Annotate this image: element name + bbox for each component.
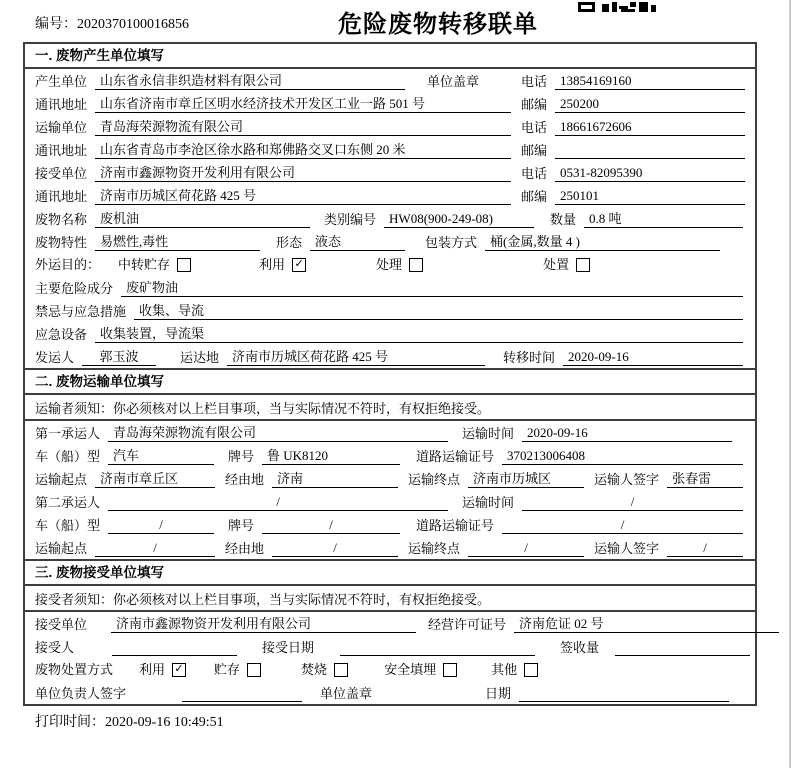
receiver-address-value: 济南市历城区荷花路 425 号 bbox=[95, 188, 511, 205]
phone-label: 电话 bbox=[520, 166, 547, 181]
hazard-value: 废矿物油 bbox=[121, 280, 743, 297]
receiver-notice-row bbox=[25, 586, 755, 612]
receiver-value: 济南市鑫源物资开发利用有限公司 bbox=[95, 165, 511, 182]
purpose-option-treat bbox=[376, 257, 423, 273]
receiver-label: 接受单位 bbox=[35, 166, 88, 181]
disposal-option-utilize bbox=[139, 662, 186, 678]
packing-label: 包装方式 bbox=[425, 235, 478, 250]
transporter-notice-row bbox=[25, 395, 755, 421]
date-value bbox=[519, 685, 729, 702]
document-header bbox=[0, 0, 796, 42]
purpose-option-dispose bbox=[543, 257, 590, 273]
acceptor-label: 接受人 bbox=[35, 640, 75, 655]
page-title: 危险废物转移联单 bbox=[338, 11, 538, 38]
section1-header: 一. 废物产生单位填写 bbox=[25, 44, 755, 69]
plate-label: 牌号 bbox=[228, 449, 255, 464]
checkbox-disposal-other[interactable] bbox=[524, 663, 538, 677]
license-value: 济南危证 02 号 bbox=[514, 616, 779, 633]
responsible-sign-row bbox=[25, 681, 755, 704]
terminal2-value: / bbox=[468, 540, 584, 557]
producer-address-value: 山东省济南市章丘区明水经济技术开发区工业一路 501 号 bbox=[95, 96, 511, 113]
serial-label: 编号： bbox=[35, 17, 77, 32]
print-time-label: 打印时间： bbox=[35, 715, 105, 730]
checkbox-utilize[interactable] bbox=[292, 258, 306, 272]
via-label: 经由地 bbox=[225, 472, 265, 487]
acceptor-value bbox=[112, 639, 237, 656]
checkbox-label: 处理 bbox=[376, 256, 403, 272]
checkmark: ✓ bbox=[174, 663, 184, 675]
plate2-value: / bbox=[262, 517, 400, 534]
hazard-label: 主要危险成分 bbox=[35, 281, 114, 296]
unit-seal-label: 单位盖章 bbox=[320, 686, 373, 701]
accept-unit-label: 接受单位 bbox=[35, 617, 88, 632]
accept-unit-row bbox=[25, 612, 755, 635]
checkbox-dispose[interactable] bbox=[576, 258, 590, 272]
form-value: 液态 bbox=[310, 234, 405, 251]
checkbox-label: 利用 bbox=[259, 256, 286, 272]
receiver-phone-value: 0531-82095390 bbox=[555, 165, 745, 182]
serial-value: 2020370100016856 bbox=[77, 17, 189, 32]
purpose-label: 外运目的： bbox=[35, 256, 101, 272]
license-label: 经营许可证号 bbox=[428, 617, 507, 632]
checkbox-disposal-store[interactable] bbox=[247, 663, 261, 677]
quantity-value: 0.8 吨 bbox=[584, 211, 743, 228]
checkbox-label: 焚烧 bbox=[301, 661, 328, 677]
transporter-row bbox=[25, 115, 755, 138]
origin2-value: / bbox=[95, 540, 215, 557]
destination-label: 运达地 bbox=[180, 350, 220, 365]
vehicle-type-label: 车（船）型 bbox=[35, 518, 101, 533]
accept-unit-value: 济南市鑫源物资开发利用有限公司 bbox=[111, 616, 416, 633]
terminal1-value: 济南市历城区 bbox=[468, 471, 584, 488]
disposal-option-other bbox=[491, 662, 538, 678]
checkbox-label: 安全填埋 bbox=[384, 661, 437, 677]
road-permit-label: 道路运输证号 bbox=[416, 449, 495, 464]
page-edge-line bbox=[789, 0, 791, 768]
consignor-row bbox=[25, 345, 755, 368]
character-label: 废物特性 bbox=[35, 235, 88, 250]
checkbox-label: 利用 bbox=[139, 661, 166, 677]
print-time-value: 2020-09-16 10:49:51 bbox=[105, 715, 224, 730]
waste-name-label: 废物名称 bbox=[35, 212, 88, 227]
disposal-option-incinerate bbox=[301, 662, 348, 678]
waste-character-row bbox=[25, 230, 755, 253]
transporter-phone-value: 18661672606 bbox=[555, 119, 745, 136]
road-permit-label: 道路运输证号 bbox=[416, 518, 495, 533]
character-value: 易燃性,毒性 bbox=[95, 234, 260, 251]
via-label: 经由地 bbox=[225, 541, 265, 556]
plate-label: 牌号 bbox=[228, 518, 255, 533]
vehicle-type1-value: 汽车 bbox=[108, 448, 214, 465]
checkbox-transfer-storage[interactable] bbox=[177, 258, 191, 272]
carrier1-value: 青岛海荣源物流有限公司 bbox=[108, 425, 448, 442]
road-permit1-value: 370213006408 bbox=[502, 448, 743, 465]
vehicle1-row bbox=[25, 444, 755, 467]
receiver-address-row bbox=[25, 184, 755, 207]
vehicle2-row bbox=[25, 513, 755, 536]
carrier2-value: / bbox=[108, 494, 448, 511]
carrier2-row bbox=[25, 490, 755, 513]
producer-address-row bbox=[25, 92, 755, 115]
zip-label: 邮编 bbox=[520, 143, 547, 158]
accept-date-label: 接受日期 bbox=[262, 640, 315, 655]
equipment-label: 应急设备 bbox=[35, 327, 88, 342]
carrier2-label: 第二承运人 bbox=[35, 495, 101, 510]
hazard-row bbox=[25, 276, 755, 299]
transfer-date-label: 转移时间 bbox=[503, 350, 556, 365]
measures-row bbox=[25, 299, 755, 322]
carrier-sign-label: 运输人签字 bbox=[594, 541, 660, 556]
vehicle-type-label: 车（船）型 bbox=[35, 449, 101, 464]
checkbox-label: 贮存 bbox=[214, 661, 241, 677]
transporter-address-row bbox=[25, 138, 755, 161]
section2-header: 二. 废物运输单位填写 bbox=[25, 368, 755, 395]
print-time bbox=[35, 711, 796, 731]
via1-value: 济南 bbox=[272, 471, 398, 488]
unit-seal-label: 单位盖章 bbox=[427, 74, 480, 89]
origin-label: 运输起点 bbox=[35, 541, 88, 556]
transport-time-label: 运输时间 bbox=[462, 495, 515, 510]
zip-label: 邮编 bbox=[520, 189, 547, 204]
phone-label: 电话 bbox=[520, 120, 547, 135]
transport-time-label: 运输时间 bbox=[462, 426, 515, 441]
checkbox-disposal-utilize[interactable] bbox=[172, 663, 186, 677]
producer-zip-value: 250200 bbox=[555, 96, 745, 113]
manifest-form bbox=[23, 42, 757, 706]
route2-row bbox=[25, 536, 755, 559]
disposal-row bbox=[25, 658, 755, 681]
transporter-zip-value bbox=[555, 142, 745, 159]
route1-row bbox=[25, 467, 755, 490]
received-amount-label: 签收量 bbox=[560, 640, 600, 655]
equipment-row bbox=[25, 322, 755, 345]
via2-value: / bbox=[272, 540, 398, 557]
checkbox-label: 中转贮存 bbox=[118, 256, 171, 272]
receiver-row bbox=[25, 161, 755, 184]
responsible-sign-value bbox=[182, 685, 302, 702]
qr-code-fragment-icon bbox=[578, 0, 660, 11]
purpose-option-utilize bbox=[259, 257, 306, 273]
carrier-sign1-value: 张春雷 bbox=[667, 471, 743, 488]
disposal-label: 废物处置方式 bbox=[35, 661, 114, 677]
receiver-zip-value: 250101 bbox=[555, 188, 745, 205]
consignor-label: 发运人 bbox=[35, 350, 75, 365]
waste-name-value: 废机油 bbox=[95, 211, 310, 228]
accept-date-value bbox=[340, 639, 535, 656]
waste-name-row bbox=[25, 207, 755, 230]
transport-time1-value: 2020-09-16 bbox=[522, 425, 732, 442]
form-label: 形态 bbox=[276, 235, 303, 250]
phone-label: 电话 bbox=[520, 74, 547, 89]
carrier-sign-label: 运输人签字 bbox=[594, 472, 660, 487]
producer-label: 产生单位 bbox=[35, 74, 88, 89]
measures-value: 收集、导流 bbox=[134, 303, 743, 320]
carrier1-row bbox=[25, 421, 755, 444]
address-label: 通讯地址 bbox=[35, 189, 88, 204]
transport-time2-value: / bbox=[522, 494, 743, 511]
terminal-label: 运输终点 bbox=[408, 472, 461, 487]
road-permit2-value: / bbox=[502, 517, 743, 534]
checkbox-label: 处置 bbox=[543, 256, 570, 272]
destination-value: 济南市历城区荷花路 425 号 bbox=[227, 349, 485, 366]
producer-phone-value: 13854169160 bbox=[555, 73, 745, 90]
checkbox-disposal-landfill[interactable] bbox=[443, 663, 457, 677]
checkbox-disposal-incinerate[interactable] bbox=[334, 663, 348, 677]
purpose-row bbox=[25, 253, 755, 276]
transporter-notice: 运输者须知：你必须核对以上栏目事项，当与实际情况不符时，有权拒绝接受。 bbox=[35, 400, 491, 416]
packing-value: 桶(金属,数量 4 ) bbox=[485, 234, 720, 251]
responsible-sign-label: 单位负责人签字 bbox=[35, 686, 127, 701]
address-label: 通讯地址 bbox=[35, 143, 88, 158]
measures-label: 禁忌与应急措施 bbox=[35, 304, 127, 319]
category-label: 类别编号 bbox=[324, 212, 377, 227]
producer-value: 山东省永信非织造材料有限公司 bbox=[95, 73, 405, 90]
address-label: 通讯地址 bbox=[35, 97, 88, 112]
transfer-date-value: 2020-09-16 bbox=[563, 349, 743, 366]
transporter-address-value: 山东省青岛市李沧区徐水路和郑佛路交叉口东侧 20 米 bbox=[95, 142, 511, 159]
carrier1-label: 第一承运人 bbox=[35, 426, 101, 441]
producer-row bbox=[25, 69, 755, 92]
vehicle-type2-value: / bbox=[108, 517, 214, 534]
disposal-option-store bbox=[214, 662, 261, 678]
receiver-notice: 接受者须知：你必须核对以上栏目事项，当与实际情况不符时，有权拒绝接受。 bbox=[35, 591, 491, 607]
carrier-sign2-value: / bbox=[667, 540, 743, 557]
terminal-label: 运输终点 bbox=[408, 541, 461, 556]
consignor-value: 郭玉波 bbox=[82, 349, 156, 366]
plate1-value: 鲁 UK8120 bbox=[262, 448, 400, 465]
category-value: HW08(900-249-08) bbox=[384, 211, 534, 228]
checkmark: ✓ bbox=[294, 258, 304, 270]
origin1-value: 济南市章丘区 bbox=[95, 471, 215, 488]
transporter-label: 运输单位 bbox=[35, 120, 88, 135]
received-amount-value bbox=[615, 639, 750, 656]
zip-label: 邮编 bbox=[520, 97, 547, 112]
quantity-label: 数量 bbox=[550, 212, 577, 227]
acceptor-row bbox=[25, 635, 755, 658]
checkbox-label: 其他 bbox=[491, 661, 518, 677]
transporter-value: 青岛海荣源物流有限公司 bbox=[95, 119, 511, 136]
origin-label: 运输起点 bbox=[35, 472, 88, 487]
purpose-option-transfer-storage bbox=[118, 257, 191, 273]
equipment-value: 收集装置，导流渠 bbox=[95, 326, 743, 343]
checkbox-treat[interactable] bbox=[409, 258, 423, 272]
date-label: 日期 bbox=[485, 686, 512, 701]
disposal-option-landfill bbox=[384, 662, 457, 678]
section3-header: 三. 废物接受单位填写 bbox=[25, 559, 755, 586]
